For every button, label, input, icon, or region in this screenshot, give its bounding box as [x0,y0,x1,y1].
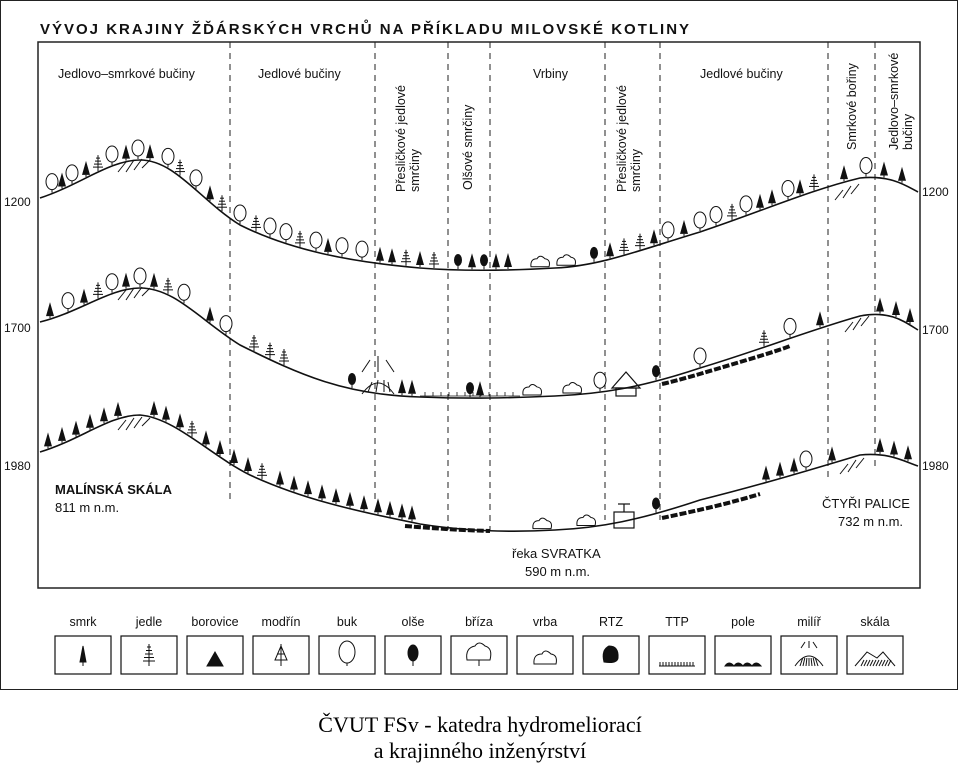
charcoal-kiln [362,356,394,394]
beech-symbol [784,318,796,337]
legend-item [187,615,243,674]
fir-symbol [93,282,103,298]
beech-symbol [662,222,674,241]
legend-item [847,615,903,674]
fir-symbol [429,252,439,268]
place-elevation-malinska-skala: 811 m n.m. [55,500,120,515]
beech-symbol [860,158,872,177]
spruce-symbol [398,503,406,519]
caption-line-2: a krajinného inženýrství [373,738,587,763]
spruce-symbol [776,462,784,478]
legend-item [253,615,309,674]
spruce-symbol [892,301,900,317]
legend-item [451,615,507,674]
tree-symbols [44,140,914,529]
spruce-symbol [276,471,284,487]
rock-outcrop [118,417,150,430]
spruce-symbol [58,172,66,188]
spruce-symbol [216,440,224,456]
legend-label: skála [860,615,890,629]
fir-symbol [93,155,103,171]
beech-symbol [234,205,246,224]
rock-outcrop [835,184,859,200]
spruce-symbol [304,480,312,496]
spruce-symbol [388,248,396,264]
beech-symbol [162,148,174,167]
spruce-symbol [468,253,476,269]
spruce-symbol [768,189,776,205]
spruce-symbol [828,446,836,462]
spruce-symbol [100,407,108,423]
fir-symbol [279,349,289,365]
caption [0,712,960,764]
diagram-title: VÝVOJ KRAJINY ŽĎÁRSKÝCH VRCHŮ NA PŘÍKLADU MILOVSKÉ KOTLINY [40,21,692,38]
spruce-symbol [44,432,52,448]
legend-label: milíř [797,615,821,629]
alder-symbol [480,254,488,269]
zone-label-1: Jedlovo–smrkové bučiny [58,67,195,81]
beech-symbol [694,348,706,367]
beech-symbol [782,180,794,199]
legend-label: buk [336,615,358,629]
legend-box [847,636,903,674]
spruce-symbol [176,413,184,429]
zone-label-6: Přesličkové jedlovésmrčiny [615,85,643,192]
spruce-symbol [904,445,912,461]
legend-label: TTP [665,615,689,629]
rock-outcrops [118,159,869,474]
fir-symbol [265,343,275,359]
fir-symbol [163,278,173,294]
willow-symbol [533,518,552,529]
spruce-symbol [756,194,764,210]
spruce-symbol [46,302,54,318]
legend-box [451,636,507,674]
legend-label: bříza [465,615,493,629]
beech-symbol [264,218,276,237]
zone-label-9: Jedlovo–smrkovébučiny [887,52,915,150]
beech-symbol [134,268,146,287]
spruce-symbol [150,401,158,417]
spruce-symbol [290,476,298,492]
year-label-left-1700: 1700 [4,321,31,335]
year-label-left-1980: 1980 [4,459,31,473]
spruce-symbol [796,179,804,195]
beech-symbol [310,232,322,251]
spruce-symbol [898,167,906,183]
legend-label: jedle [135,615,163,629]
legend-item [319,615,375,674]
spruce-symbol [386,501,394,517]
building [614,504,634,528]
spruce-symbol [206,307,214,323]
beech-symbol [740,196,752,215]
willow-symbol [531,256,550,267]
spruce-symbol [680,220,688,236]
spruce-symbol [476,381,484,397]
spruce-symbol [82,161,90,177]
zone-label-2: Jedlové bučiny [258,67,341,81]
spruce-symbol [876,438,884,454]
spruce-symbol [146,144,154,160]
spruce-symbol [244,457,252,473]
spruce-symbol [876,298,884,314]
spruce-symbol [840,165,848,181]
legend-item [649,615,705,674]
spruce-symbol [206,185,214,201]
spruce-symbol [374,498,382,514]
spruce-symbol [122,273,130,289]
legend-label: RTZ [598,615,624,629]
legend-label: smrk [69,615,97,629]
willow-symbol [563,383,582,394]
spruce-symbol [790,458,798,474]
legend-label: vrba [532,615,558,629]
spruce-symbol [408,380,416,396]
rtz-icon [603,646,618,663]
spruce-symbol [606,242,614,258]
alder-symbol [652,365,660,380]
farm-house [612,372,640,396]
legend-label: borovice [191,615,239,629]
main-panel [38,42,920,588]
spruce-symbol [346,492,354,508]
legend-item [781,615,837,674]
zone-dividers [230,42,875,530]
place-name-ctyri-palice: ČTYŘI PALICE [822,496,910,511]
spruce-symbol [86,414,94,430]
field-strip [662,346,790,384]
rock-outcrop [845,316,869,332]
fir-symbol [249,335,259,351]
spruce-symbol [880,161,888,177]
zone-label-8: Smrkové bořiny [845,63,859,150]
spruce-symbol [150,273,158,289]
alder-symbol [652,497,660,512]
beech-symbol [106,146,118,165]
spruce-symbol [816,311,824,327]
legend-box [649,636,705,674]
willow-symbol [523,384,542,395]
legend [55,615,903,674]
legend-box [715,636,771,674]
legend-item [55,615,111,674]
fir-symbol [727,204,737,220]
place-name-svratka: řeka SVRATKA [512,546,601,561]
place-elevation-svratka: 590 m n.m. [525,564,591,579]
beech-symbol [694,212,706,231]
terrain-profile-1700 [40,288,918,398]
place-name-malinska-skala: MALÍNSKÁ SKÁLA [55,482,172,497]
beech-symbol [336,238,348,257]
terrain-profile-1980 [40,415,918,531]
fir-symbol [635,234,645,250]
legend-label: modřín [261,615,301,629]
spruce-symbol [230,449,238,465]
fir-symbol [401,250,411,266]
beech-symbol [280,224,292,243]
spruce-symbol [72,421,80,437]
fir-symbol [187,421,197,437]
alder-symbol [590,247,598,262]
legend-box [319,636,375,674]
beech-symbol [62,293,74,312]
legend-label: pole [731,615,755,629]
spruce-symbol [318,484,326,500]
beech-symbol [106,274,118,293]
year-label-right-1700: 1700 [922,323,949,337]
spruce-symbol [122,145,130,161]
year-label-right-1200: 1200 [922,185,949,199]
spruce-symbol [504,253,512,269]
spruce-symbol [890,440,898,456]
legend-item [583,615,639,674]
spruce-symbol [162,406,170,422]
spruce-symbol [376,247,384,263]
spruce-symbol [906,308,914,324]
caption-line-1: ČVUT FSv - katedra hydromeliorací [318,712,642,737]
fir-symbol [759,330,769,346]
spruce-symbol [416,251,424,267]
land-use-features [362,346,790,531]
legend-item [385,615,441,674]
legend-item [517,615,573,674]
zone-label-3: Přesličkové jedlovésmrčiny [394,85,422,192]
beech-symbol [66,165,78,184]
year-label-right-1980: 1980 [922,459,949,473]
willow-symbol [577,515,596,526]
alder-symbol [348,373,356,388]
terrain-profile-1200 [40,160,918,270]
zone-label-4: Olšové smrčiny [461,104,475,190]
fir-symbol [295,231,305,247]
spruce-symbol [80,289,88,305]
legend-label: olše [401,615,425,629]
beech-symbol [46,174,58,193]
beech-symbol [710,207,722,226]
spruce-symbol [492,253,500,269]
legend-item [121,615,177,674]
legend-box [517,636,573,674]
spruce-symbol [398,379,406,395]
spruce-symbol [762,466,770,482]
spruce-symbol [650,229,658,245]
beech-symbol [132,140,144,159]
spruce-symbol [202,430,210,446]
place-elevation-ctyri-palice: 732 m n.m. [838,514,904,529]
alder-symbol [454,254,462,269]
spruce-symbol [360,495,368,511]
fir-symbol [257,463,267,479]
beech-symbol [800,451,812,470]
year-label-left-1200: 1200 [4,195,31,209]
fir-symbol [619,238,629,254]
legend-item [715,615,771,674]
fir-symbol [251,215,261,231]
spruce-symbol [114,402,122,418]
willow-symbol [557,255,576,266]
spruce-symbol [332,488,340,504]
zone-label-7: Jedlové bučiny [700,67,783,81]
zone-label-5: Vrbiny [533,67,568,81]
spruce-symbol [58,427,66,443]
spruce-symbol [408,505,416,521]
beech-symbol [594,372,606,391]
fir-symbol [809,174,819,190]
beech-symbol [178,284,190,303]
beech-symbol [356,241,368,260]
spruce-symbol [324,238,332,254]
